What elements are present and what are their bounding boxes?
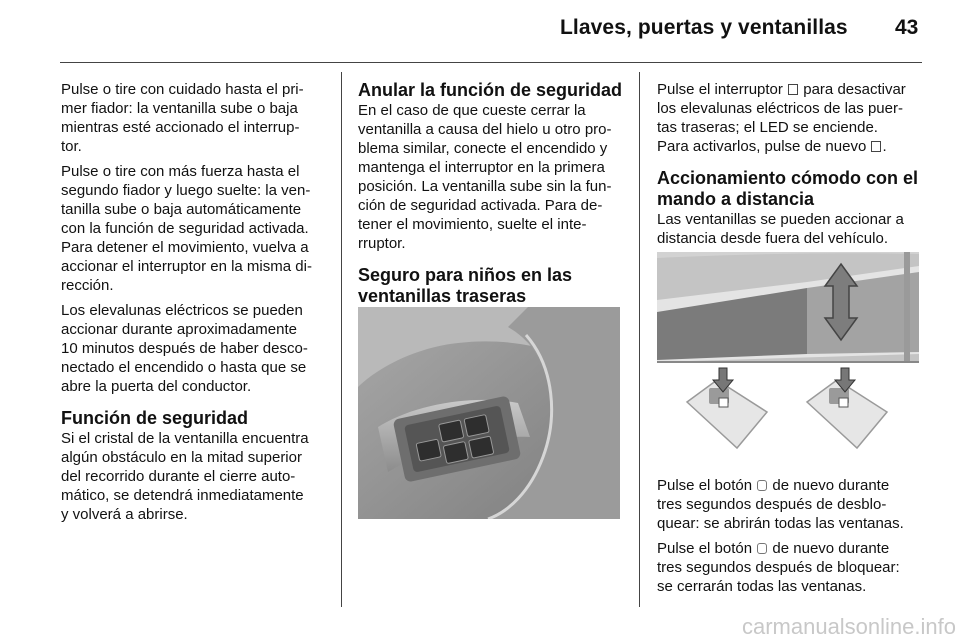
paragraph-safety-function: Si el cristal de la ventanilla encuentra algún obstáculo en la mitad superior del recorrido durante el cierre auto- mático, se detendrá inmediatamente y volverá a abrirse. [61,430,309,523]
paragraph-lock-button [657,539,927,596]
text-lock-a: Pulse el botón [657,540,753,557]
text-unlock-b: de nuevo durante tres segundos después de desblo- quear: se abrirán todas las ventanas. [657,477,904,532]
section-remote-operation [657,168,927,248]
heading-safety-function: Función de seguridad [61,408,249,428]
paragraph-unlock-button [657,476,927,533]
window-child-lock-icon [788,84,798,95]
column-divider-1 [341,72,342,607]
column-3 [657,80,927,254]
column-1 [61,80,336,530]
text-switch-c: . [882,138,887,155]
paragraph-child-lock-switch [657,80,927,156]
unlock-icon [757,480,767,491]
door-window-switch-figure [358,307,620,519]
column-2 [358,80,633,307]
watermark: carmanualsonline.info [741,614,956,639]
column-3-lower [657,476,927,602]
window-child-lock-icon [871,141,881,152]
text-lock-b: de nuevo durante tres segundos después de bloquear: se cerrarán todas las ventanas. [657,540,900,595]
section-child-lock [358,265,633,307]
heading-child-lock: Seguro para niños en las ventanillas traseras [358,265,573,306]
section-safety-function [61,408,336,524]
door-panel-illustration [358,307,620,519]
heading-remote-operation: Accionamiento cómodo con el mando a distancia [657,168,919,209]
paragraph-remote-operation: Las ventanillas se pueden accionar a distancia desde fuera del vehículo. [657,211,904,247]
heading-override-safety: Anular la función de seguridad [358,80,623,100]
paragraph-ignition-off: Los elevalunas eléctricos se pueden accionar durante aproximadamente 10 minutos después de haber desco- nectado el encendido o hasta que se abre la puerta del conductor. [61,302,308,395]
paragraph-override-safety: En el caso de que cueste cerrar la ventanilla a causa del hielo u otro pro- blema similar, conecte el encendido y mantenga el interruptor en la primera posición. La ventanilla sube sin la fun- ción de seguridad activada. Para de- tener el movimiento, suelte el inte- rruptor. [358,102,612,252]
column-divider-2 [639,72,640,607]
header-rule [60,62,922,63]
paragraph-second-detent: Pulse o tire con más fuerza hasta el segundo fiador y luego suelte: la ven- tanilla sube o baja automáticamente con la función de seguridad activada. Para detener el movimiento, vuelva a accionar el interruptor en la misma di- rección. [61,163,312,294]
text-switch-a: Pulse el interruptor [657,81,783,98]
paragraph-first-detent: Pulse o tire con cuidado hasta el pri- mer fiador: la ventanilla sube o baja mientras esté accionado el interrup- tor. [61,81,304,155]
remote-key-figure [657,252,919,463]
header-title: Llaves, puertas y ventanillas [560,16,848,39]
lock-icon [757,543,767,554]
text-unlock-a: Pulse el botón [657,477,753,494]
text-switch-b: para desactivar los elevalunas eléctricos de las puer- tas traseras; el LED se enciende. Para activarlos, pulse de nuevo [657,81,906,155]
page-number: 43 [895,16,919,39]
remote-window-illustration [657,252,919,463]
